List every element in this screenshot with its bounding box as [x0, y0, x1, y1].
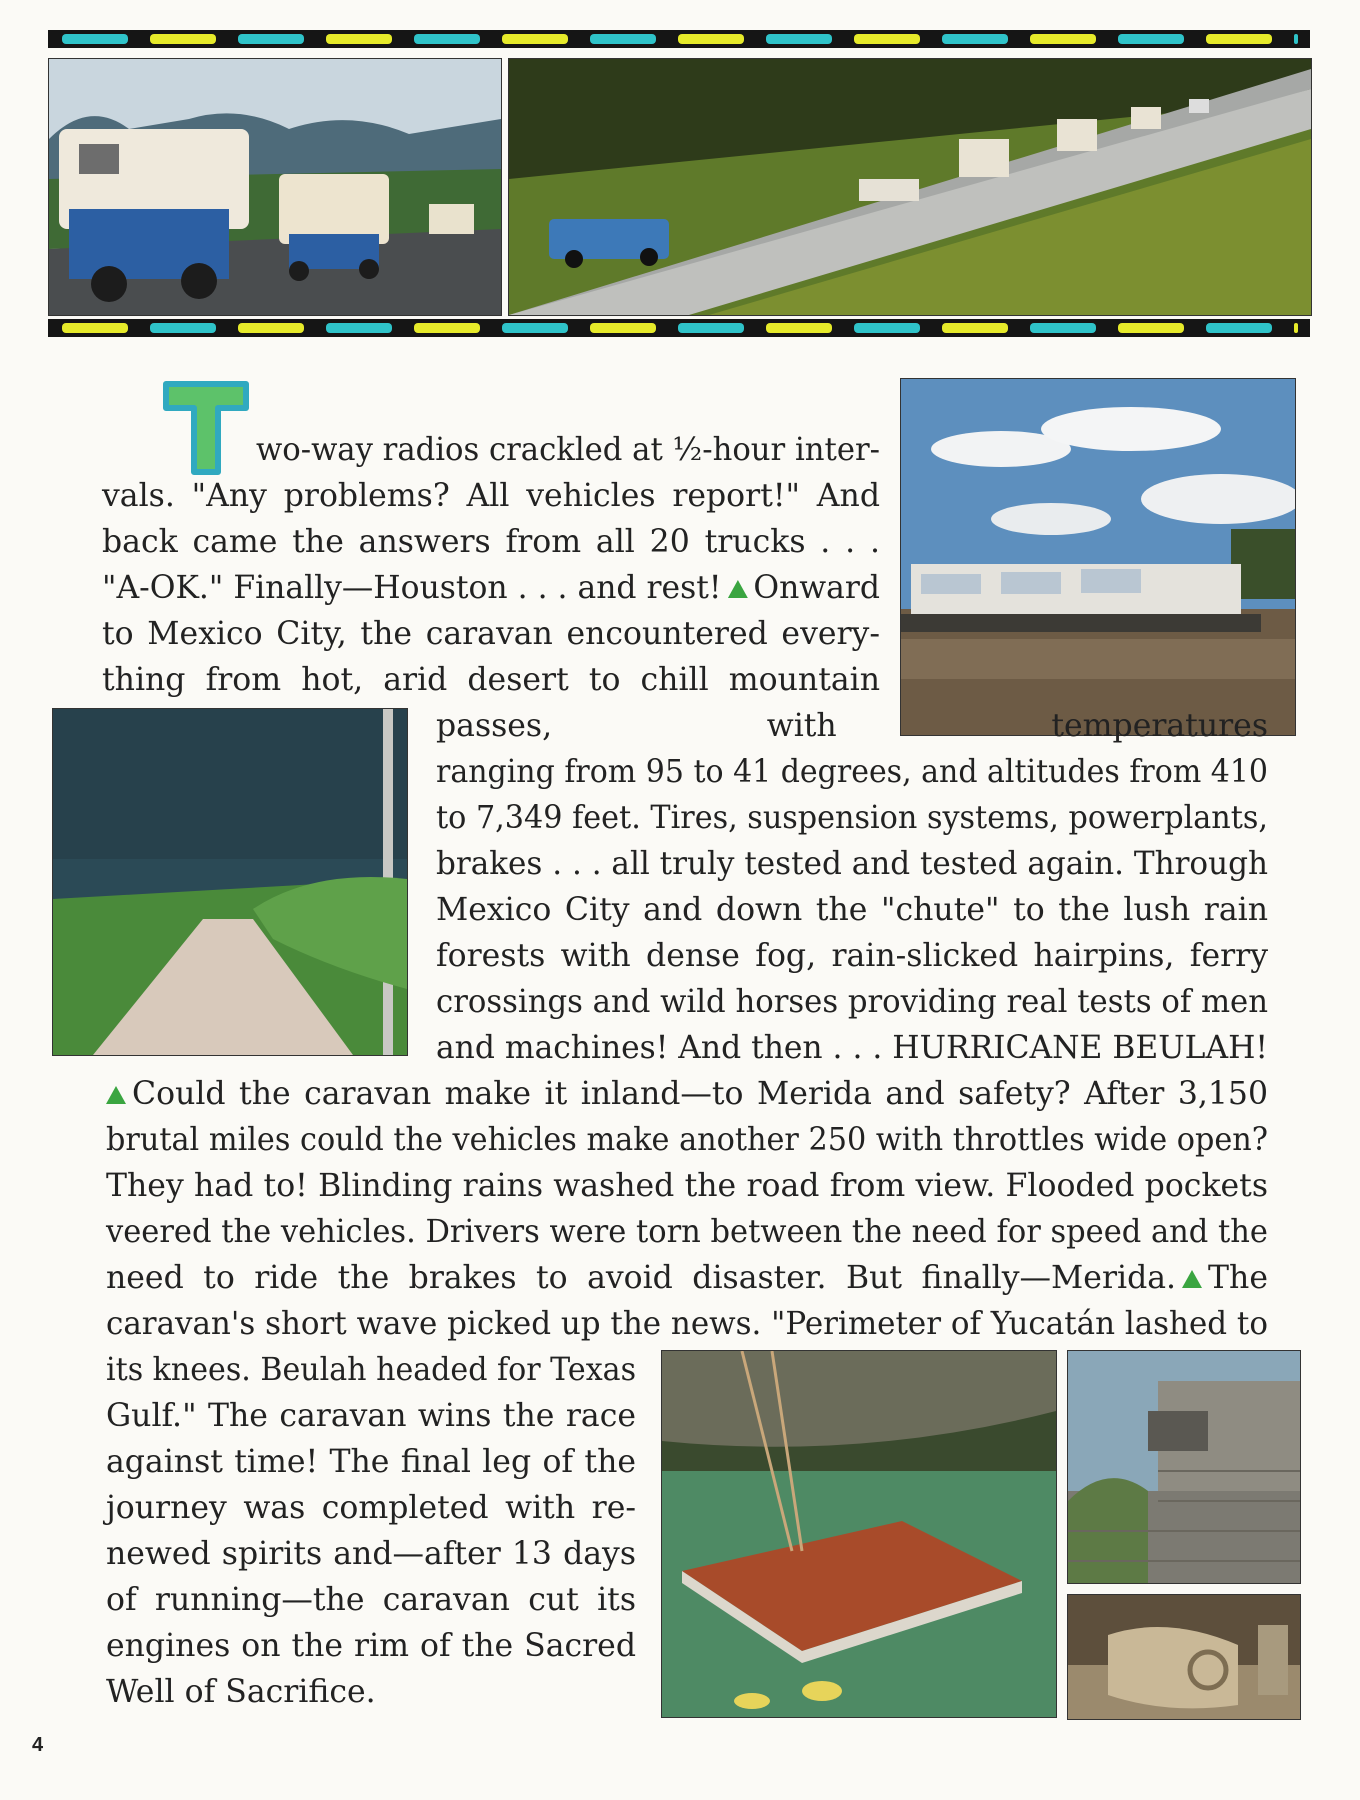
text-line: caravan's short wave picked up the news. "Perimeter of Yucatán lashed to — [106, 1306, 1268, 1342]
border-segment — [62, 323, 128, 333]
text-line: brakes . . . all truly tested and tested again. Through — [436, 846, 1268, 882]
border-segment — [502, 323, 568, 333]
border-segment — [238, 323, 304, 333]
text-line: Gulf." The caravan wins the race — [106, 1398, 636, 1434]
text-line: Well of Sacrifice. — [106, 1674, 376, 1710]
border-segment — [62, 34, 128, 44]
bullet-triangle-icon — [106, 1086, 126, 1104]
border-segment — [1294, 34, 1298, 44]
border-segment — [590, 34, 656, 44]
text-line: ranging from 95 to 41 degrees, and altitudes from 410 — [436, 754, 1268, 790]
border-segment — [766, 323, 832, 333]
text-line: thing from hot, arid desert to chill mountain — [102, 662, 880, 698]
border-segment — [766, 34, 832, 44]
photo-campers-mountain — [48, 58, 502, 316]
border-segment — [942, 323, 1008, 333]
border-segment — [414, 323, 480, 333]
top-border-strip — [48, 30, 1310, 48]
text-line: passes, with temperatures — [436, 708, 1268, 744]
text-line: crossings and wild horses providing real tests of men — [436, 984, 1268, 1020]
drop-cap — [162, 380, 250, 476]
photo-stone-ruin-wall — [1067, 1350, 1301, 1584]
border-segment — [150, 323, 216, 333]
border-segment — [1118, 323, 1184, 333]
border-segment — [1118, 34, 1184, 44]
border-segment — [1206, 34, 1272, 44]
border-segment — [854, 323, 920, 333]
text-line: journey was completed with re- — [106, 1490, 636, 1526]
text-line: newed spirits and—after 13 days — [106, 1536, 636, 1572]
text-line: engines on the rim of the Sacred — [106, 1628, 636, 1664]
text-line: to 7,349 feet. Tires, suspension systems, powerplants, — [436, 800, 1268, 836]
middle-border-strip — [48, 319, 1310, 337]
photo-sacred-well-raft — [661, 1350, 1057, 1718]
text-line: and machines! And then . . . HURRICANE BEULAH! — [436, 1030, 1268, 1066]
border-segment — [326, 323, 392, 333]
text-line: need to ride the brakes to avoid disaster. But finally—Merida. The — [106, 1260, 1268, 1296]
text-line: "A-OK." Finally—Houston . . . and rest! Onward — [102, 570, 880, 606]
photo-carved-serpent-head — [1067, 1594, 1301, 1720]
border-segment — [150, 34, 216, 44]
border-segment — [1206, 323, 1272, 333]
text-line: Mexico City and down the "chute" to the lush rain — [436, 892, 1268, 928]
border-segment — [1030, 323, 1096, 333]
border-segment — [1294, 323, 1298, 333]
border-segment — [678, 34, 744, 44]
text-line: veered the vehicles. Drivers were torn between the need for speed and the — [106, 1214, 1268, 1250]
border-segment — [678, 323, 744, 333]
border-segment — [590, 323, 656, 333]
photo-river-ferry — [900, 378, 1296, 736]
border-segment — [238, 34, 304, 44]
text-line: of running—the caravan cut its — [106, 1582, 636, 1618]
text-line: They had to! Blinding rains washed the road from view. Flooded pockets — [106, 1168, 1268, 1204]
text-line: brutal miles could the vehicles make another 250 with throttles wide open? — [106, 1122, 1268, 1158]
text-line: forests with dense fog, rain-slicked hairpins, ferry — [436, 938, 1268, 974]
text-line: wo-way radios crackled at ½-hour inter- — [256, 432, 880, 468]
bullet-triangle-icon — [727, 580, 747, 598]
photo-highway-caravan — [508, 58, 1312, 316]
border-segment — [942, 34, 1008, 44]
border-segment — [326, 34, 392, 44]
text-line: back came the answers from all 20 trucks . . . — [102, 524, 880, 560]
border-segment — [414, 34, 480, 44]
text-line: its knees. Beulah headed for Texas — [106, 1352, 636, 1388]
bullet-triangle-icon — [1182, 1270, 1202, 1288]
text-line: Could the caravan make it inland—to Merida and safety? After 3,150 — [106, 1071, 1268, 1117]
border-segment — [1030, 34, 1096, 44]
border-segment — [854, 34, 920, 44]
text-line: vals. "Any problems? All vehicles report!" And — [102, 478, 880, 514]
border-segment — [502, 34, 568, 44]
photo-storm-road — [52, 708, 408, 1056]
text-line: against time! The final leg of the — [106, 1444, 636, 1480]
text-line: to Mexico City, the caravan encountered every- — [102, 616, 880, 652]
page-number: 4 — [32, 1734, 44, 1756]
